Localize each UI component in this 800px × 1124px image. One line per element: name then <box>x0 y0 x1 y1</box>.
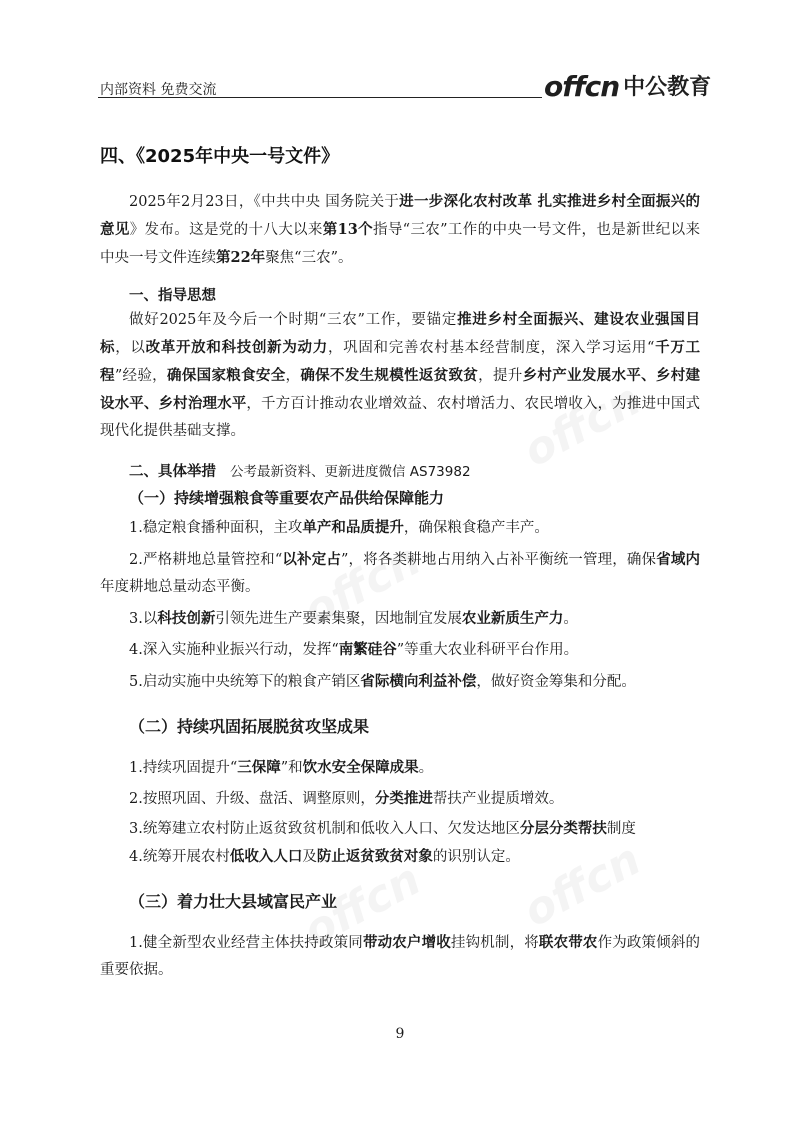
logo-chinese: 中公教育 <box>623 75 712 100</box>
list-item: 1.健全新型农业经营主体扶持政策同带动农户增收挂钩机制，将联农带农作为政策倾斜的重要依据。 <box>100 934 701 978</box>
list-item: 4.统筹开展农村低收入人口及防止返贫致贫对象的识别认定。 <box>129 848 520 865</box>
sec2-heading: （二）持续巩固拓展脱贫攻坚成果 <box>129 717 370 736</box>
measures-heading: 二、具体举措 公考最新资料、更新进度微信 AS73982 <box>129 464 471 480</box>
list-item: 1.稳定粮食播种面积，主攻单产和品质提升，确保粮食稳产丰产。 <box>129 519 549 536</box>
list-item: 1.持续巩固提升“三保障”和饮水安全保障成果。 <box>129 759 434 776</box>
sec1-heading: （一）持续增强粮食等重要农产品供给保障能力 <box>129 489 445 507</box>
list-item: 3.以科技创新引领先进生产要素集聚，因地制宜发展农业新质生产力。 <box>129 610 578 627</box>
page-number: 9 <box>395 1026 405 1042</box>
list-item: 2.按照巩固、升级、盘活、调整原则，分类推进帮扶产业提质增效。 <box>129 790 564 807</box>
header-left-text: 内部资料 免费交流 <box>100 82 217 98</box>
guiding-heading: 一、指导思想 <box>129 288 216 304</box>
measures-note: 公考最新资料、更新进度微信 AS73982 <box>230 464 471 480</box>
sec3-heading: （三）着力壮大县域富民产业 <box>129 892 338 911</box>
list-item: 4.深入实施种业振兴行动，发挥“南繁硅谷”等重大农业科研平台作用。 <box>129 641 579 658</box>
logo-latin: offcn <box>544 70 620 103</box>
intro-paragraph: 2025年2月23日，《中共中央 国务院关于进一步深化农村改革 扎实推进乡村全面振兴的意见》发布。这是党的十八大以来第13个指导“三农”工作的中央一号文件，也是新世纪以来中央一号文件连续第22年聚焦“三农”。 <box>100 193 701 266</box>
list-item: 5.启动实施中央统筹下的粮食产销区省际横向利益补偿，做好资金筹集和分配。 <box>129 673 636 690</box>
header-rule <box>98 97 542 98</box>
guiding-paragraph: 做好2025年及今后一个时期“三农”工作，要锚定推进乡村全面振兴、建设农业强国目标，以改革开放和科技创新为动力，巩固和完善农村基本经营制度，深入学习运用“千万工程”经验，确保国家粮食安全，确保不发生规模性返贫致贫，提升乡村产业发展水平、乡村建设水平、乡村治理水平，千方百计推动农业增效益、农村增活力、农民增收入，为推进中国式现代化提供基础支撑。 <box>100 311 701 439</box>
list-item: 2.严格耕地总量管控和“以补定占”，将各类耕地占用纳入占补平衡统一管理，确保省域内年度耕地总量动态平衡。 <box>100 551 701 595</box>
offcn-logo <box>544 66 711 102</box>
list-item: 3.统筹建立农村防止返贫致贫机制和低收入人口、欠发达地区分层分类帮扶制度 <box>129 820 636 837</box>
section-title: 四、《2025年中央一号文件》 <box>100 146 340 167</box>
